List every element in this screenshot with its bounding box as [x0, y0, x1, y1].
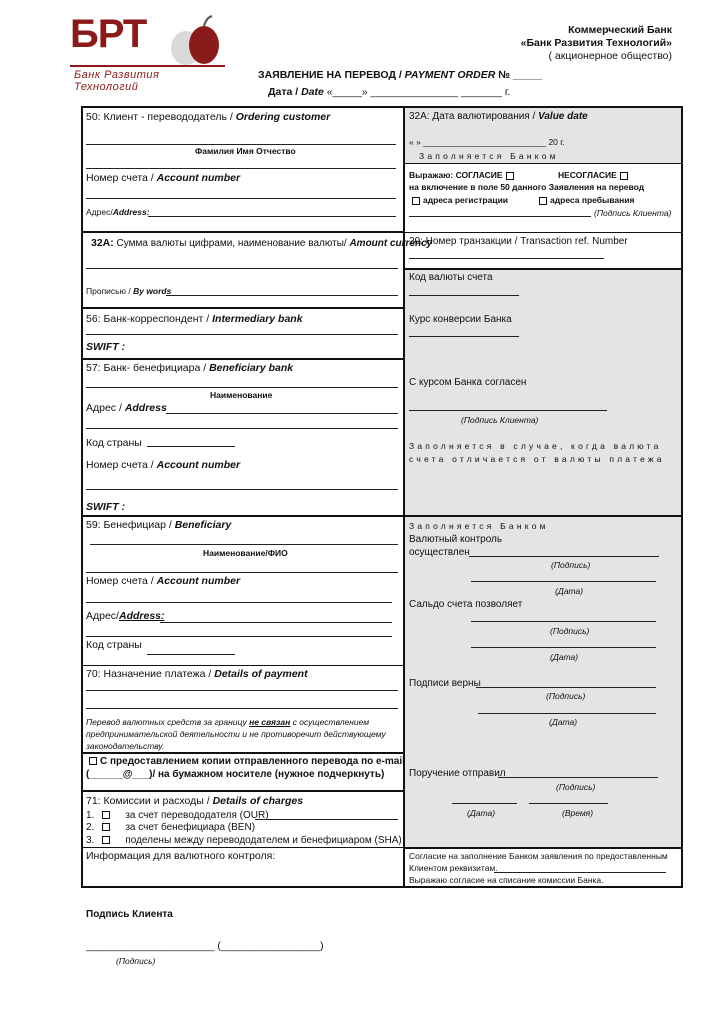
field-57-account-label: Номер счета / Account number — [86, 459, 241, 471]
field-56-label: 56: Банк-корреспондент / Intermediary bank — [86, 313, 303, 325]
bank-name-line3: ( акционерное общество) — [548, 50, 672, 62]
signatures-verified-line[interactable] — [476, 687, 656, 688]
copy-delivery-row1: С предоставлением копии отправленного перевода по e-mail — [86, 756, 405, 767]
field-59-address-label: Адрес/Address: — [86, 610, 165, 622]
field-50-label: 50: Клиент - перевододатель / Ordering customer — [86, 111, 331, 123]
order-sent-date-hint: (Дата) — [467, 808, 496, 818]
bank-logo — [70, 12, 225, 93]
field-50-name-line[interactable] — [86, 144, 396, 145]
charges-option-sha[interactable]: 3. поделены между перевододателем и бенефициаром (SHA) — [86, 835, 402, 846]
copy-delivery-checkbox[interactable] — [89, 757, 97, 765]
consent-signature-hint: (Подпись Клиента) — [594, 208, 672, 218]
field-59-name-line[interactable] — [90, 544, 398, 545]
logo-tagline: Банк Развития Технологий — [74, 69, 160, 93]
field-20-line[interactable] — [409, 258, 604, 259]
client-signature-label: Подпись Клиента — [86, 909, 173, 920]
order-sent-sign-hint: (Подпись) — [556, 782, 596, 792]
field-32a-date-label: 32А: Дата валютирования / Value date — [409, 111, 588, 122]
charges-option-ben[interactable]: 2. за счет бенефициара (BEN) — [86, 822, 256, 833]
conversion-signature-hint: (Подпись Клиента) — [461, 415, 539, 425]
field-56-line[interactable] — [86, 334, 398, 335]
conversion-agree: С курсом Банка согласен — [409, 377, 527, 388]
conversion-rate-line[interactable] — [409, 336, 519, 337]
saldo-sign-line[interactable] — [471, 621, 656, 622]
field-57-name-line[interactable] — [86, 387, 398, 388]
field-57-address-line[interactable] — [166, 413, 398, 414]
fx-control-date-hint: (Дата) — [555, 586, 584, 596]
bank-fill-note: Заполняется Банком — [409, 521, 549, 531]
field-57-country-label: Код страны — [86, 437, 142, 449]
field-59-address-line[interactable] — [160, 622, 392, 623]
field-57-swift: SWIFT : — [86, 501, 126, 513]
bank-name-line2: «Банк Развития Технологий» — [520, 37, 672, 49]
field-50-address-line[interactable] — [148, 216, 396, 217]
consent-row1b: НЕСОГЛАСИЕ — [558, 170, 631, 180]
consent-disagree-checkbox[interactable] — [620, 172, 628, 180]
field-32a-bank-note: Заполняется Банком — [419, 151, 559, 161]
consent-signature-line[interactable] — [409, 216, 591, 217]
charges-option-our[interactable]: 1. за счет перевододателя (OUR) — [86, 810, 269, 821]
field-50-address-label: Адрес/Address: — [86, 207, 150, 217]
field-59-account-line[interactable] — [86, 602, 392, 603]
consent-row3a: адреса регистрации — [409, 195, 508, 205]
field-57-label: 57: Банк- бенефициара / Beneficiary bank — [86, 362, 294, 374]
fx-control-label2: осуществлен — [409, 547, 470, 558]
agreement-line2: Клиентом реквизитам. — [409, 863, 498, 873]
consent-row2: на включение в поле 50 данного Заявления на перевод — [409, 182, 645, 192]
logo-letters: БРТ — [70, 12, 147, 56]
client-signature-line[interactable]: ______________________ (_________________) — [86, 940, 324, 952]
fx-control-sign-hint: (Подпись) — [551, 560, 591, 570]
copy-delivery-row2: (______@___)/ на бумажном носителе (нужное подчеркнуть) — [86, 769, 385, 780]
field-59-country-label: Код страны — [86, 639, 142, 651]
field-70-label: 70: Назначение платежа / Details of payment — [86, 668, 308, 680]
field-32a-words-line[interactable] — [166, 295, 398, 296]
registration-address-checkbox[interactable] — [412, 197, 420, 205]
order-sent-line[interactable] — [498, 777, 658, 778]
saldo-date-hint: (Дата) — [550, 652, 579, 662]
field-71-label: 71: Комиссии и расходы / Details of charges — [86, 795, 304, 807]
field-57-name-hint: Наименование — [210, 390, 273, 400]
fx-control-info-label: Информация для валютного контроля: — [86, 850, 276, 862]
field-50-fio-hint: Фамилия Имя Отчество — [195, 146, 296, 156]
field-32a-amount-line[interactable] — [86, 268, 398, 269]
verified-sign-hint: (Подпись) — [546, 691, 586, 701]
field-32a-date-line[interactable]: « » __________________________ 20 г. — [409, 137, 565, 147]
consent-row1: Выражаю: СОГЛАСИЕ — [409, 170, 517, 180]
form-title: ЗАЯВЛЕНИЕ НА ПЕРЕВОД / PAYMENT ORDER № _____ — [258, 69, 543, 81]
fx-control-label1: Валютный контроль — [409, 534, 503, 545]
field-59-account-label: Номер счета / Account number — [86, 575, 241, 587]
consent-row3b: адреса пребывания — [536, 195, 634, 205]
consent-agree-checkbox[interactable] — [506, 172, 514, 180]
field-57-address-label: Адрес / Address — [86, 402, 167, 414]
field-70-line1[interactable] — [86, 690, 398, 691]
field-20-label: 20: Номер транзакции / Transaction ref. Number — [409, 236, 628, 247]
field-70-line2[interactable] — [86, 708, 398, 709]
bank-name-line1: Коммерческий Банк — [568, 24, 672, 36]
field-70-note2: предпринимательской деятельности и не противоречит действующему — [86, 729, 386, 739]
field-59-country-line[interactable] — [147, 654, 235, 655]
conversion-signature-line[interactable] — [409, 410, 607, 411]
client-signature-hint: (Подпись) — [116, 956, 156, 966]
conversion-note2: счета отличается от валюты платежа — [409, 454, 665, 464]
order-sent-time-hint: (Время) — [562, 808, 594, 818]
field-59-label: 59: Бенефициар / Beneficiary — [86, 519, 232, 531]
signatures-verified-label: Подписи верны — [409, 678, 481, 689]
pear-icon — [168, 12, 224, 68]
field-57-account-line[interactable] — [86, 489, 398, 490]
field-32a-words-label: Прописью / By words — [86, 286, 172, 296]
field-56-swift: SWIFT : — [86, 341, 126, 353]
field-57-country-line[interactable] — [147, 446, 235, 447]
field-70-note1: Перевод валютных средств за границу не связан с осуществлением — [86, 717, 370, 727]
conversion-rate-label: Курс конверсии Банка — [409, 314, 512, 325]
form-date: Дата / Date «_____» _______________ _______ г. — [268, 86, 511, 98]
field-50-account-line[interactable] — [86, 198, 396, 199]
field-50-account-label: Номер счета / Account number — [86, 172, 241, 184]
verified-date-hint: (Дата) — [549, 717, 578, 727]
saldo-label: Сальдо счета позволяет — [409, 599, 523, 610]
agreement-line3: Выражаю согласие на списание комиссии Банка. — [409, 875, 604, 885]
saldo-sign-hint: (Подпись) — [550, 626, 590, 636]
field-32a-amount-label: 32А: Сумма валюты цифрами, наименование валюты/ Amount currency — [91, 237, 433, 249]
currency-code-label: Код валюты счета — [409, 272, 493, 283]
stay-address-checkbox[interactable] — [539, 197, 547, 205]
fx-control-line[interactable] — [469, 556, 659, 557]
currency-code-line[interactable] — [409, 295, 519, 296]
order-sent-label: Поручение отправил — [409, 768, 506, 779]
field-59-name-hint: Наименование/ФИО — [203, 548, 288, 558]
conversion-note1: Заполняется в случае, когда валюта — [409, 441, 662, 451]
agreement-line1: Согласие на заполнение Банком заявления по предоставленным — [409, 851, 668, 861]
field-70-note3: законодательству. — [86, 741, 165, 751]
